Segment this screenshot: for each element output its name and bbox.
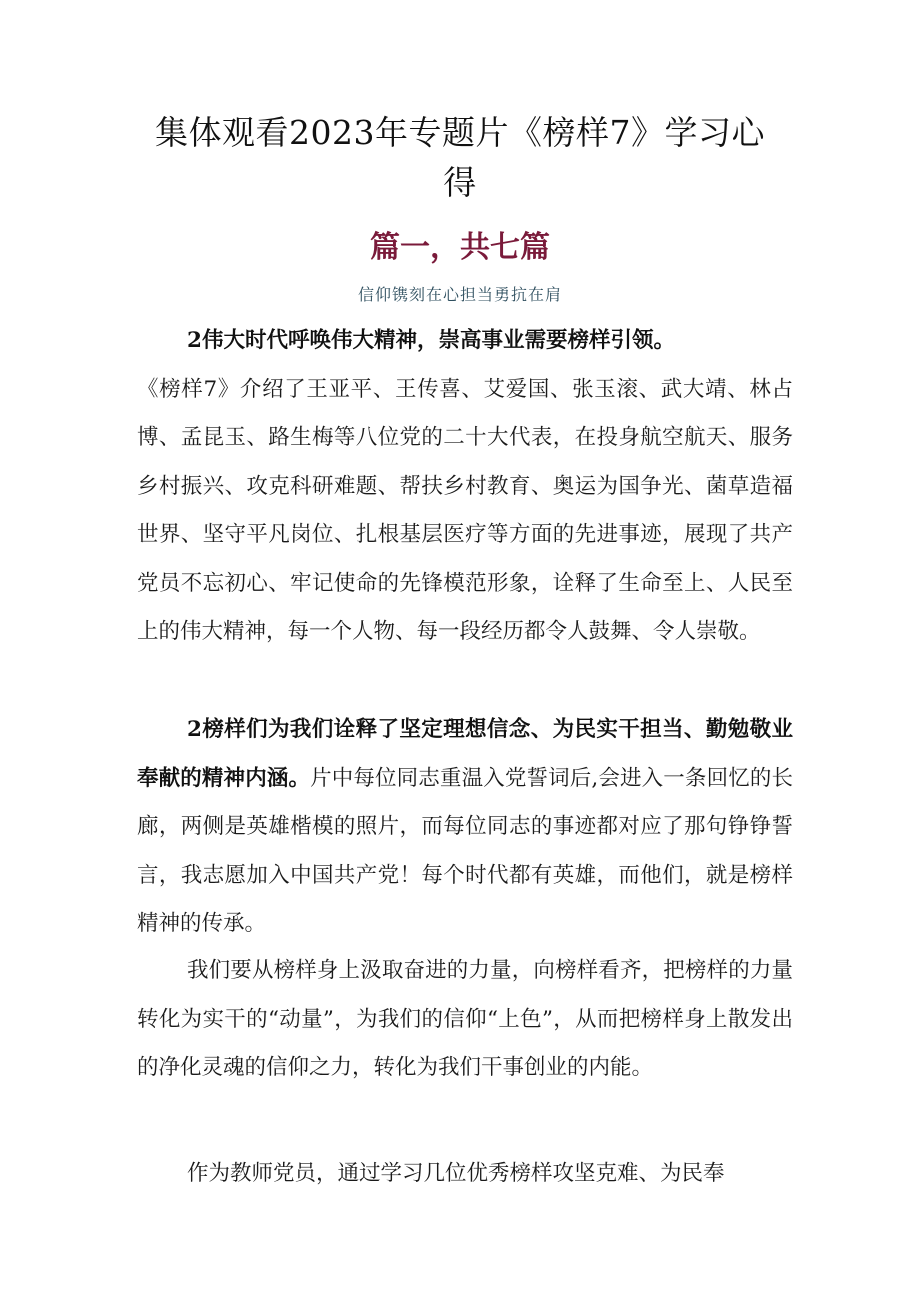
- paragraph-2: [137, 706, 793, 949]
- paragraph-2-lead: 2榜样们为我们诠释了坚定理想信念、为民实干担当、勤勉敬业奉献的精神内涵。: [137, 717, 793, 791]
- document-tagline: 信仰镌刻在心担当勇抗在肩: [357, 285, 562, 304]
- paragraph-1-text: 《榜样7》介绍了王亚平、王传喜、艾爱国、张玉滚、武大靖、林占博、孟昆玉、路生梅等八位党的二十大代表，在投身航空航天、服务乡村振兴、攻克科研难题、帮扶乡村教育、奥运为国争光、菌草造福世界、坚守平凡岗位、扎根基层医疗等方面的先进事迹，展现了共产党员不忘初心、牢记使命的先锋模范形象，诠释了生命至上、人民至上的伟大精神，每一个人物、每一段经历都令人鼓舞、令人崇敬。: [137, 376, 793, 644]
- paragraph-1: [137, 317, 793, 657]
- paragraph-2-body: [137, 706, 793, 949]
- paragraph-1-lead: 2伟大时代呼唤伟大精神，崇高事业需要榜样引领。: [187, 328, 675, 353]
- paragraph-2-text: 片中每位同志重温入党誓词后,会进入一条回忆的长廊，两侧是英雄楷模的照片，而每位同志的事迹都对应了那句铮铮誓言，我志愿加入中国共产党！每个时代都有英雄，而他们，就是榜样精神的传承。: [137, 765, 793, 936]
- document-title: 集体观看2023年专题片《榜样7》学习心得: [155, 113, 765, 202]
- paragraph-3-text: 我们要从榜样身上汲取奋进的力量，向榜样看齐，把榜样的力量转化为实干的“动量”，为我们的信仰“上色”，从而把榜样身上散发出的净化灵魂的信仰之力，转化为我们干事创业的内能。: [137, 958, 793, 1080]
- paragraph-4-text: 作为教师党员，通过学习几位优秀榜样攻坚克难、为民奉: [187, 1161, 725, 1186]
- paragraph-3: [137, 947, 793, 1093]
- paragraph-4: [137, 1150, 793, 1199]
- document-subtitle: 篇一，共七篇: [370, 230, 550, 265]
- paragraph-1-lead-line: [137, 317, 793, 366]
